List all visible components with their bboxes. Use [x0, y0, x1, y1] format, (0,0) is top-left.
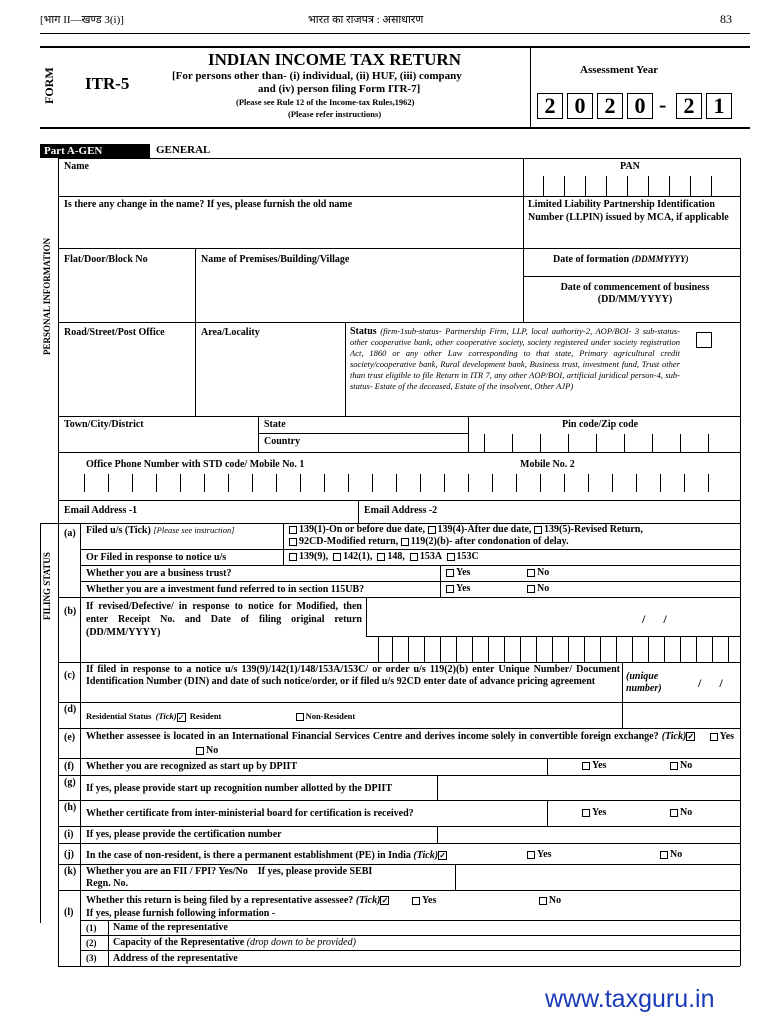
part-label: Part A-GEN [40, 144, 150, 158]
item-l-label: (l) [64, 907, 74, 918]
rep-2-number: (2) [86, 938, 97, 948]
certificate-no[interactable]: No [670, 807, 692, 818]
residential-status[interactable]: Residential Status (Tick)✓ Resident Non-Resident [86, 711, 356, 722]
item-d-label: (d) [64, 704, 77, 715]
form-code: ITR-5 [85, 74, 130, 93]
investment-fund-no[interactable]: No [527, 583, 549, 594]
filed-section-options[interactable]: 139(1)-On or before due date, 139(4)-After due date, 139(5)-Revised Return, 92CD-Modified return, 119(2)(b)- after condonation of delay. [289, 524, 737, 548]
form-subtitle-2: and (iv) person filing Form ITR-7] [258, 83, 421, 95]
name-label: Name [64, 161, 89, 172]
startup-recognition-label: If yes, please provide start up recognition number allotted by the DPIIT [86, 783, 393, 794]
notice-date-field[interactable]: / / [698, 676, 723, 690]
form-title: INDIAN INCOME TAX RETURN [208, 50, 461, 69]
form-note-1: (Please see Rule 12 of the Income-tax Rules,1962) [236, 97, 415, 107]
form-note-2: (Please refer instructions) [288, 109, 382, 119]
fii-question: Whether you are an FII / FPI? Yes/No If yes, please provide SEBI Regn. No. [86, 866, 373, 889]
town-label: Town/City/District [64, 419, 144, 430]
road-label: Road/Street/Post Office [64, 327, 165, 338]
page-number: 83 [720, 12, 732, 26]
ay-digit-5: 2 [676, 93, 702, 119]
pe-no[interactable]: No [660, 849, 682, 860]
revised-return-label: If revised/Defective/ in response to notice for Modified, then enter Receipt No. and Date of filing original return (DD/MM/YYYY) [86, 601, 362, 638]
rep-address-label: Address of the representative [113, 953, 238, 964]
name-change-label: Is there any change in the name? If yes, please furnish the old name [64, 199, 353, 210]
representative-no-checkbox[interactable] [539, 897, 547, 905]
certificate-question: Whether certificate from inter-ministerial board for certification is received? [86, 808, 414, 819]
form-label: FORM [42, 67, 56, 104]
startup-yes[interactable]: Yes [582, 760, 606, 771]
office-phone-label: Office Phone Number with STD code/ Mobile No. 1 [86, 459, 305, 470]
email2-label: Email Address -2 [364, 505, 438, 516]
pan-label: PAN [620, 161, 640, 172]
date-formation-label: Date of formation (DDMMYYYY) [553, 254, 689, 265]
ifsc-no-checkbox[interactable] [196, 747, 204, 755]
certificate-yes[interactable]: Yes [582, 807, 606, 818]
taxguru-watermark[interactable]: www.taxguru.in [545, 985, 715, 1013]
gazette-title: भारत का राजपत्र : असाधारण [308, 14, 424, 26]
status-checkbox[interactable] [696, 332, 712, 348]
item-c-label: (c) [64, 670, 76, 681]
side-label-personal: PERSONAL INFORMATION [42, 237, 52, 355]
item-a-label: (a) [64, 528, 76, 539]
ifsc-question: Whether assessee is located in an International Financial Services Centre and derives income solely in convertible foreign exchange? (Tick)✓ Yes No [86, 731, 735, 756]
filed-us-label: Filed u/s (Tick) [Please see instruction] [86, 525, 235, 536]
mobile2-label: Mobile No. 2 [520, 459, 575, 470]
business-trust-label: Whether you are a business trust? [86, 568, 232, 579]
rep-capacity-label: Capacity of the Representative (drop down to be provided) [113, 937, 356, 948]
rep-1-number: (1) [86, 923, 97, 933]
business-trust-no[interactable]: No [527, 567, 549, 578]
area-label: Area/Locality [201, 327, 260, 338]
ay-digit-1: 2 [537, 93, 563, 119]
ay-digit-3: 2 [597, 93, 623, 119]
notice-options[interactable]: 139(9), 142(1), 148, 153A 153C [289, 551, 479, 562]
investment-fund-label: Whether you are a investment fund referred to in section 115UB? [86, 584, 365, 595]
representative-question: Whether this return is being filed by a representative assessee? (Tick)✓ Yes No If yes, please furnish following information - [86, 895, 562, 919]
startup-no[interactable]: No [670, 760, 692, 771]
side-label-filing: FILING STATUS [42, 552, 52, 620]
item-k-label: (k) [64, 866, 77, 877]
item-j-label: (j) [64, 849, 74, 860]
gazette-part-label: [भाग II—खण्ड 3(i)] [40, 14, 124, 26]
startup-question: Whether you are recognized as start up by DPIIT [86, 761, 298, 772]
certification-number-label: If yes, please provide the certification number [86, 829, 282, 840]
ay-digit-2: 0 [567, 93, 593, 119]
notice-order-label: If filed in response to a notice u/s 139(9)/142(1)/148/153A/153C/ or order u/s 119(2)(b) enter Unique Number/ Document Identification Number (DIN) and date of such notice/order, or if filed u/s 92CD enter date of advance pricing agreement [86, 664, 620, 687]
item-g-label: (g) [64, 777, 76, 788]
ifsc-yes-checkbox[interactable] [710, 733, 718, 741]
business-trust-yes[interactable]: Yes [446, 567, 470, 578]
country-label: Country [264, 436, 301, 447]
pin-label: Pin code/Zip code [562, 419, 639, 430]
item-b-label: (b) [64, 606, 77, 617]
unique-number-field[interactable]: (unique number) [626, 671, 662, 694]
pe-question: In the case of non-resident, is there a permanent establishment (PE) in India (Tick)✓ [86, 850, 446, 861]
item-i-label: (i) [64, 829, 74, 840]
date-commencement-label: Date of commencement of business (DD/MM/YYYY) [560, 282, 710, 305]
form-subtitle-1: [For persons other than- (i) individual, (ii) HUF, (iii) company [172, 70, 462, 82]
rep-name-label: Name of the representative [113, 922, 228, 933]
item-f-label: (f) [64, 761, 74, 772]
assessment-year-label: Assessment Year [580, 64, 659, 76]
llpin-label: Limited Liability Partnership Identification Number (LLPIN) issued by MCA, if applicable [528, 199, 729, 223]
representative-yes-checkbox[interactable] [412, 897, 420, 905]
ay-separator: - [659, 92, 667, 117]
premises-label: Name of Premises/Building/Village [201, 254, 350, 265]
original-date-field[interactable]: / / [642, 612, 667, 626]
rep-3-number: (3) [86, 953, 97, 963]
status-description: Status (firm-1sub-status- Partnership Firm, LLP, local authority-2, AOP/BOI- 3 sub-status- other cooperative bank, other cooperative society, society registered under society registration Act, 1860 or any other Law corresponding to that state, Primary agricultural credit society/cooperative bank, Rural development bank, Business trust, investment fund, Trust other than trust eligible to file Return in ITR 7, any other AOP/BOI, artificial juridical person-4, sub-status- Estate of the deceased, Estate of the insolvent, Other AJP) [350, 326, 681, 391]
item-h-label: (h) [64, 802, 77, 813]
ay-digit-6: 1 [706, 93, 732, 119]
flat-label: Flat/Door/Block No [64, 254, 148, 265]
state-label: State [264, 419, 286, 430]
investment-fund-yes[interactable]: Yes [446, 583, 470, 594]
pe-yes[interactable]: Yes [527, 849, 551, 860]
notice-label: Or Filed in response to notice u/s [86, 552, 227, 563]
item-e-label: (e) [64, 732, 76, 743]
email1-label: Email Address -1 [64, 505, 138, 516]
part-title: GENERAL [156, 144, 211, 156]
ay-digit-4: 0 [627, 93, 653, 119]
